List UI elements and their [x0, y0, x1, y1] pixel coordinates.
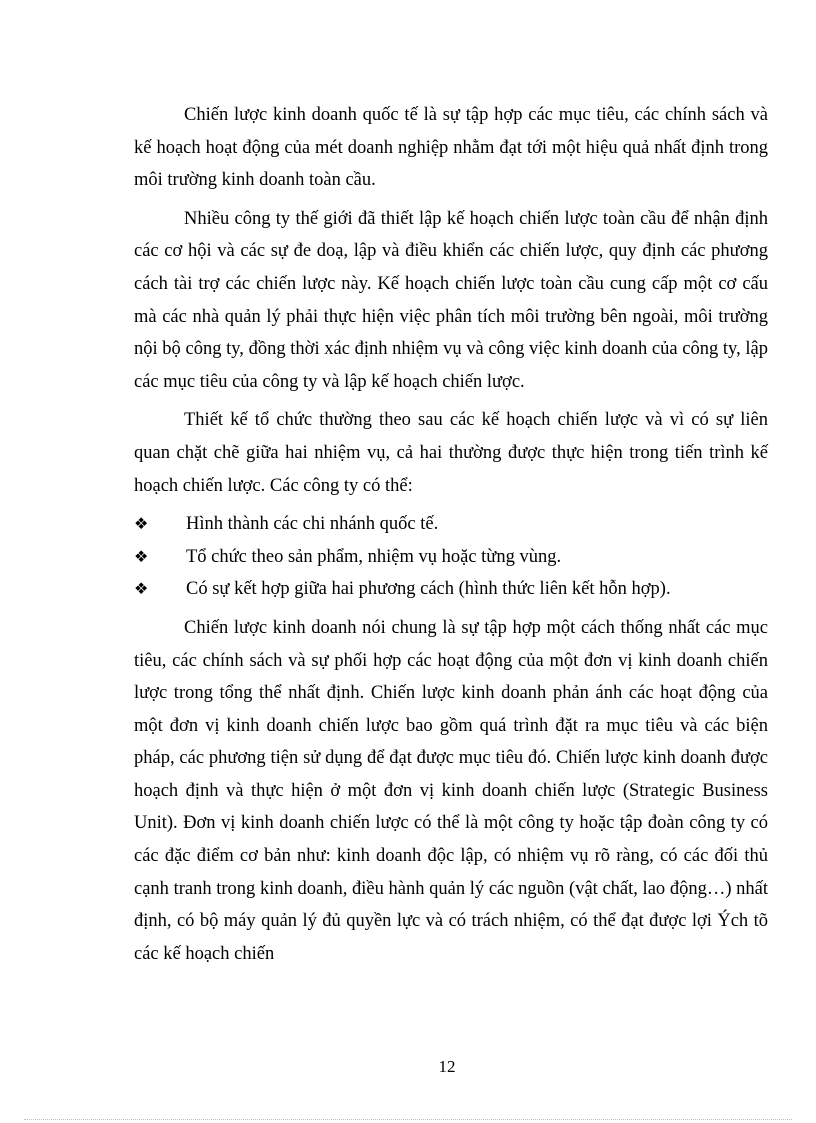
list-item-text: Hình thành các chi nhánh quốc tế.: [186, 514, 439, 535]
bullet-list: [134, 508, 768, 606]
paragraph-4: Chiến lược kinh doanh nói chung là sự tập hợp một cách thống nhất các mục tiêu, các chính sách và sự phối hợp các hoạt động của một đơn vị kinh doanh chiến lược trong tổng thể nhất định. Chiến lược kinh doanh phản ánh các hoạt động của một đơn vị kinh doanh chiến lược bao gồm quá trình đặt ra mục tiêu và các biện pháp, các phương tiện sử dụng để đạt được mục tiêu đó. Chiến lược kinh doanh được hoạch định và thực hiện ở một đơn vị kinh doanh chiến lược (Strategic Business Unit). Đơn vị kinh doanh chiến lược có thể là một công ty hoặc tập đoàn công ty có các đặc điểm cơ bản như: kinh doanh độc lập, có nhiệm vụ rõ ràng, có các đối thủ cạnh tranh trong kinh doanh, điều hành quản lý các nguồn (vật chất, lao động…) nhất định, có bộ máy quản lý đủ quyền lực và có trách nhiệm, có thể đạt được lợi Ých tõ các kế hoạch chiến: [134, 617, 768, 964]
diamond-bullet-icon: ❖: [134, 546, 149, 566]
page-body: [134, 99, 768, 976]
paragraph-2: Nhiều công ty thế giới đã thiết lập kế hoạch chiến lược toàn cầu để nhận định các cơ hội và các sự đe doạ, lập và điều khiển các chiến lược, quy định các phương cách tài trợ các chiến lược này. Kế hoạch chiến lược toàn cầu cung cấp một cơ cấu mà các nhà quản lý phải thực hiện việc phân tích môi trường bên ngoài, môi trường nội bộ công ty, đồng thời xác định nhiệm vụ và công việc kinh doanh của công ty, lập các mục tiêu của công ty và lập kế hoạch chiến lược.: [134, 208, 768, 392]
paragraph-3: Thiết kế tổ chức thường theo sau các kế hoạch chiến lược và vì có sự liên quan chặt chẽ giữa hai nhiệm vụ, cả hai thường được thực hiện trong tiến trình kế hoạch chiến lược. Các công ty có thể:: [134, 410, 768, 496]
list-item: [134, 541, 768, 574]
list-item: [134, 508, 768, 541]
list-item-text: Tổ chức theo sản phẩm, nhiệm vụ hoặc từng vùng.: [186, 546, 562, 567]
diamond-bullet-icon: ❖: [134, 514, 149, 534]
list-item: [134, 573, 768, 606]
diamond-bullet-icon: ❖: [134, 579, 149, 599]
page-number: 12: [438, 1057, 456, 1076]
list-item-text: Có sự kết hợp giữa hai phương cách (hình thức liên kết hỗn hợp).: [186, 579, 671, 600]
paragraph-1: Chiến lược kinh doanh quốc tế là sự tập hợp các mục tiêu, các chính sách và kế hoạch hoạt động của mét doanh nghiệp nhằm đạt tới một hiệu quả nhất định trong môi trường kinh doanh toàn cầu.: [134, 105, 768, 191]
page-bottom-divider: [24, 1119, 792, 1120]
